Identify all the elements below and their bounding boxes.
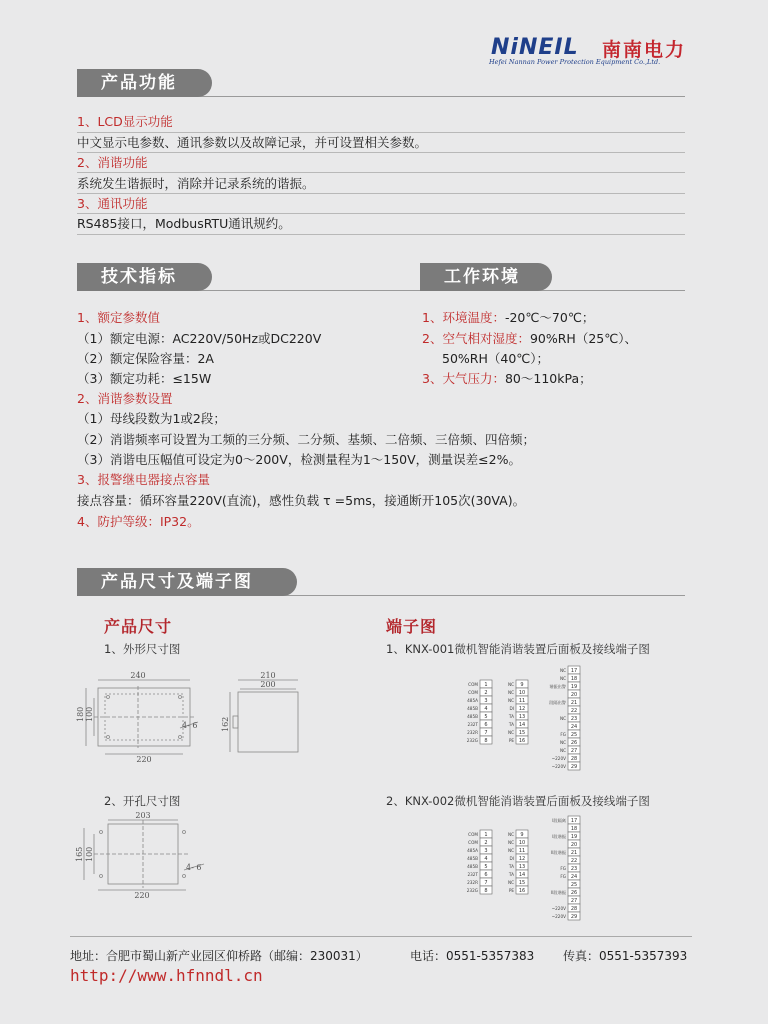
dim-label: 220 (136, 755, 152, 764)
terminal-number: 14 (518, 722, 526, 728)
terminal-label: 段隔出警 (549, 700, 566, 705)
divider (77, 193, 685, 194)
terminal-number: 7 (484, 730, 488, 736)
dim-label: 165 (75, 846, 84, 862)
tech-heading-4: 4、防护等级：IP32。 (77, 514, 200, 529)
terminal-label: NC (507, 730, 514, 735)
tech-line: （1）母线段数为1或2段； (77, 411, 226, 426)
terminal-number: 16 (518, 888, 526, 894)
terminal-label: II段谐振 (550, 890, 566, 895)
dim-label: 4- 6 (186, 863, 202, 872)
footer-phone: 电话：0551-5357383 (410, 949, 535, 963)
terminal-label: TA (508, 872, 514, 877)
terminal-label: NC (507, 848, 514, 853)
function-heading-2: 2、消谐功能 (77, 155, 148, 170)
terminal-label: FG (560, 866, 566, 871)
terminal-label: 谐振出警 (549, 684, 566, 689)
divider (77, 213, 685, 214)
terminal-label: NC (559, 716, 566, 721)
terminal-number: 20 (570, 692, 578, 698)
terminal-number: 19 (570, 684, 578, 690)
footer-fax: 传真：0551-5357393 (563, 949, 688, 963)
terminal-number: 2 (484, 690, 488, 696)
divider (77, 234, 685, 235)
terminal-number: 5 (484, 864, 488, 870)
terminal-number: 2 (484, 840, 488, 846)
terminal-number: 9 (520, 682, 524, 688)
terminal-label: DI (509, 856, 514, 861)
outline-side-drawing (222, 668, 302, 763)
terminal-number: 13 (518, 714, 526, 720)
terminal-number: 27 (570, 748, 578, 754)
dim-label: 203 (135, 811, 151, 820)
env-value-temp: -20℃～70℃； (504, 310, 595, 325)
terminal-label: NC (507, 690, 514, 695)
terminal-number: 22 (570, 858, 578, 864)
terminal-number: 21 (570, 700, 578, 706)
terminal-number: 23 (570, 716, 578, 722)
terminal-label: TA (508, 864, 514, 869)
section-title-function: 产品功能 (77, 69, 212, 97)
terminal-label: TA (508, 722, 514, 727)
terminal-number: 15 (518, 880, 526, 886)
terminal-number: 23 (570, 866, 578, 872)
terminal-label: NC (507, 840, 514, 845)
terminal-number: 20 (570, 842, 578, 848)
terminal-label: 232R (467, 730, 478, 735)
terminal-number: 1 (484, 832, 488, 838)
terminal-number: 10 (518, 840, 526, 846)
footer-divider (70, 936, 692, 937)
terminal-number: 28 (570, 756, 578, 762)
env-label-pressure: 3、大气压力： (422, 371, 505, 386)
terminal-label: COM (468, 690, 478, 695)
terminal-label: PE (508, 738, 514, 743)
terminal-number: 16 (518, 738, 526, 744)
terminal-label: DI (509, 706, 514, 711)
terminal-label: PE (508, 888, 514, 893)
env-label-humidity: 2、空气相对湿度： (422, 331, 530, 346)
caption-knx001: 1、KNX-001微机智能消谐装置后面板及接线端子图 (386, 642, 650, 656)
terminal-label: NC (559, 676, 566, 681)
terminal-label: NC (507, 682, 514, 687)
terminal-label: II段谐振 (550, 850, 566, 855)
dim-label: 4- 6 (182, 721, 198, 730)
terminal-number: 12 (518, 856, 526, 862)
terminal-label: NC (559, 668, 566, 673)
terminal-number: 25 (570, 732, 578, 738)
tech-heading-1: 1、额定参数值 (77, 310, 160, 325)
divider (77, 172, 685, 173)
dim-label: 200 (260, 680, 276, 689)
terminal-label: 485B (467, 864, 478, 869)
footer-address: 地址：合肥市蜀山新产业园区仰桥路（邮编：230031） (70, 949, 368, 963)
terminal-number: 17 (570, 818, 578, 824)
terminal-number: 3 (484, 848, 488, 854)
env-value-pressure: 80～110kPa； (504, 371, 592, 386)
website-link[interactable]: http://www.hfnndl.cn (70, 966, 263, 985)
terminal-label: NC (507, 698, 514, 703)
terminal-label: 485A (467, 848, 478, 853)
terminal-number: 11 (518, 698, 526, 704)
tech-line: （1）额定电源：AC220V/50Hz或DC220V (77, 331, 322, 346)
terminal-label: ~220V (551, 906, 566, 911)
terminal-number: 28 (570, 906, 578, 912)
subheading-size: 产品尺寸 (104, 617, 173, 636)
terminal-number: 18 (570, 676, 578, 682)
terminal-label: 232T (467, 722, 478, 727)
env-label-temp: 1、环境温度： (422, 310, 505, 325)
terminal-label: FG (560, 732, 566, 737)
env-value-humidity: 90%RH（25℃）、 (529, 331, 638, 346)
caption-outline: 1、外形尺寸图 (104, 642, 181, 656)
dim-label: 220 (134, 891, 150, 900)
terminal-label: COM (468, 840, 478, 845)
section-title-tech: 技术指标 (77, 263, 212, 291)
terminal-label: 232G (466, 738, 478, 743)
function-heading-1: 1、LCD显示功能 (77, 114, 173, 129)
terminal-diagram-knx001 (446, 664, 596, 776)
terminal-number: 17 (570, 668, 578, 674)
function-text-1: 中文显示电参数、通讯参数以及故障记录，并可设置相关参数。 (77, 135, 428, 150)
cutout-drawing (76, 810, 216, 900)
dim-label: 162 (221, 716, 230, 732)
company-name: 南南电力 (602, 39, 687, 61)
terminal-label: 232T (467, 872, 478, 877)
divider (77, 132, 685, 133)
terminal-number: 1 (484, 682, 488, 688)
terminal-number: 9 (520, 832, 524, 838)
terminal-label: 485B (467, 856, 478, 861)
terminal-label: ~220V (551, 764, 566, 769)
outline-front-drawing (78, 668, 208, 763)
terminal-number: 26 (570, 740, 578, 746)
terminal-number: 5 (484, 714, 488, 720)
terminal-number: 13 (518, 864, 526, 870)
terminal-number: 26 (570, 890, 578, 896)
terminal-label: NC (559, 748, 566, 753)
terminal-label: I段隔离 (552, 818, 566, 823)
terminal-number: 12 (518, 706, 526, 712)
terminal-number: 14 (518, 872, 526, 878)
terminal-number: 24 (570, 874, 578, 880)
terminal-number: 3 (484, 698, 488, 704)
dim-label: 210 (260, 671, 276, 680)
terminal-label: TA (508, 714, 514, 719)
section-title-env: 工作环境 (420, 263, 552, 291)
caption-cutout: 2、开孔尺寸图 (104, 794, 181, 808)
terminal-number: 10 (518, 690, 526, 696)
caption-knx002: 2、KNX-002微机智能消谐装置后面板及接线端子图 (386, 794, 650, 808)
terminal-label: COM (468, 832, 478, 837)
terminal-number: 4 (484, 706, 488, 712)
terminal-label: I段谐振 (552, 834, 566, 839)
terminal-label: 485B (467, 706, 478, 711)
function-text-2: 系统发生谐振时，消除并记录系统的谐振。 (77, 176, 315, 191)
terminal-number: 22 (570, 708, 578, 714)
terminal-number: 8 (484, 738, 488, 744)
env-value-humidity-2: 50%RH（40℃）； (442, 351, 550, 366)
tech-line: （2）消谐频率可设置为工频的三分频、二分频、基频、二倍频、三倍频、四倍频； (77, 432, 535, 447)
terminal-number: 15 (518, 730, 526, 736)
dim-label: 100 (85, 846, 94, 862)
dim-label: 240 (130, 671, 146, 680)
terminal-label: ~220V (551, 914, 566, 919)
brand-logo: NiNEIL (491, 35, 579, 60)
terminal-number: 21 (570, 850, 578, 856)
terminal-number: 6 (484, 722, 488, 728)
terminal-number: 7 (484, 880, 488, 886)
tech-line: （2）额定保险容量：2A (77, 351, 214, 366)
terminal-number: 27 (570, 898, 578, 904)
terminal-number: 11 (518, 848, 526, 854)
dim-label: 180 (76, 706, 85, 722)
terminal-label: NC (559, 740, 566, 745)
terminal-number: 8 (484, 888, 488, 894)
terminal-number: 4 (484, 856, 488, 862)
tech-line: 接点容量：循环容量220V(直流)，感性负载 τ =5ms，接通断开105次(30VA)。 (77, 493, 526, 508)
dim-label: 100 (85, 706, 94, 722)
terminal-number: 18 (570, 826, 578, 832)
function-heading-3: 3、通讯功能 (77, 196, 148, 211)
tech-heading-3: 3、报警继电器接点容量 (77, 472, 210, 487)
terminal-label: COM (468, 682, 478, 687)
terminal-label: ~220V (551, 756, 566, 761)
company-subtitle: Hefei Nannan Power Protection Equipment Co.,Ltd. (489, 58, 661, 66)
subheading-terminal: 端子图 (386, 617, 438, 636)
terminal-label: 485A (467, 698, 478, 703)
terminal-diagram-knx002 (446, 814, 596, 926)
terminal-label: NC (507, 832, 514, 837)
terminal-number: 29 (570, 764, 578, 770)
terminal-number: 29 (570, 914, 578, 920)
terminal-label: NC (507, 880, 514, 885)
terminal-number: 25 (570, 882, 578, 888)
terminal-number: 24 (570, 724, 578, 730)
terminal-label: 232G (466, 888, 478, 893)
divider (77, 152, 685, 153)
terminal-number: 6 (484, 872, 488, 878)
tech-line: （3）额定功耗：≤15W (77, 371, 212, 386)
terminal-number: 19 (570, 834, 578, 840)
terminal-label: 232R (467, 880, 478, 885)
terminal-label: FG (560, 874, 566, 879)
tech-line: （3）消谐电压幅值可设定为0～200V，检测量程为1～150V，测量误差≤2%。 (77, 452, 521, 467)
section-title-dims: 产品尺寸及端子图 (77, 568, 297, 596)
function-text-3: RS485接口，ModbusRTU通讯规约。 (77, 216, 291, 231)
tech-heading-2: 2、消谐参数设置 (77, 391, 173, 406)
terminal-label: 485B (467, 714, 478, 719)
